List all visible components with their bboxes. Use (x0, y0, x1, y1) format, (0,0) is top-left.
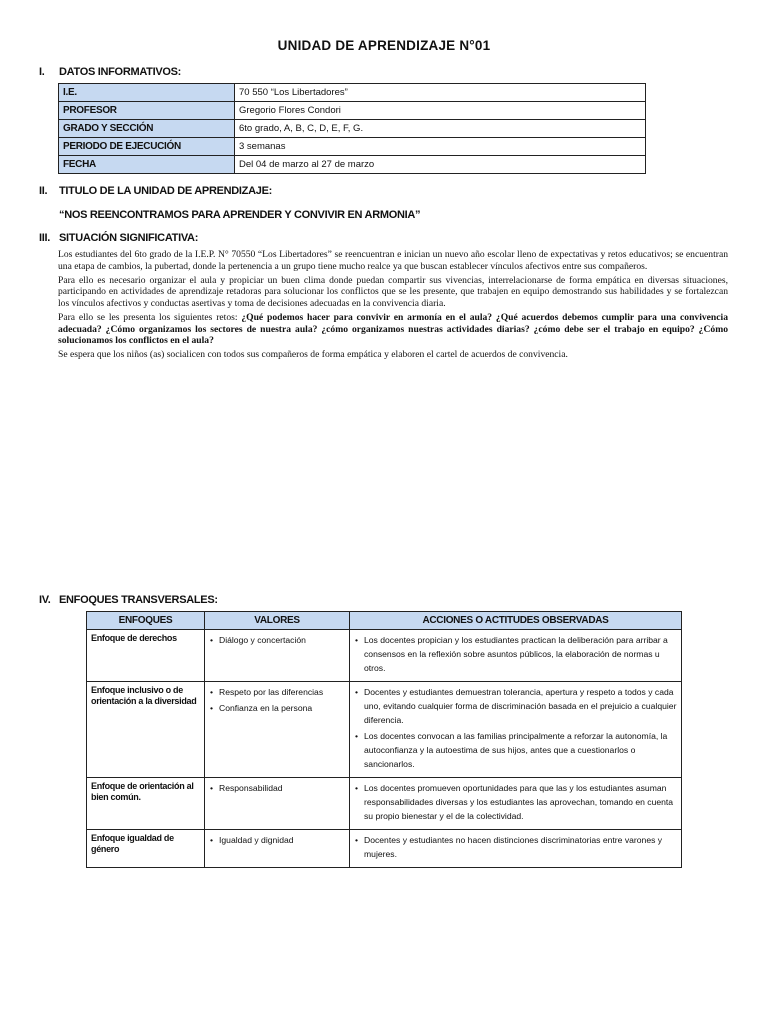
acciones-cell (350, 682, 682, 778)
retos-questions: ¿Qué podemos hacer para convivir en armonía en el aula? ¿Qué acuerdos debemos cumplir para una convivencia adecuada? ¿Cómo organizamos los sectores de nuestra aula? ¿cómo organizamos nuestras actividades diarias? ¿cómo debe ser el trabajo en equipo? ¿Cómo solucionamos los conflictos en el aula? (58, 311, 728, 347)
valores-cell (205, 830, 350, 868)
column-header: ENFOQUES (87, 612, 205, 630)
acciones-cell (350, 778, 682, 830)
enfoque-name: Enfoque de derechos (87, 630, 205, 682)
info-value: 6to grado, A, B, C, D, E, F, G. (235, 120, 646, 138)
table-row (59, 156, 646, 174)
section-number: II. (39, 185, 48, 197)
table-row (59, 102, 646, 120)
info-value: 3 semanas (235, 138, 646, 156)
list-item: • Los docentes promueven oportunidades para que las y los estudiantes asuman responsabilidades diversas y los estudiantes las aprovechan, tomando en cuenta su propio bienestar y el de la colectividad. (354, 781, 677, 823)
info-value: 70 550 “Los Libertadores” (235, 84, 646, 102)
enfoque-name: Enfoque inclusivo o de orientación a la diversidad (87, 682, 205, 778)
table-row (87, 830, 682, 868)
section-number: I. (39, 66, 45, 78)
valores-cell (205, 778, 350, 830)
retos-intro: Para ello se les presenta los siguientes retos: (58, 311, 242, 323)
section-heading-enfoques (39, 594, 218, 606)
enfoques-table (86, 611, 682, 868)
column-header: ACCIONES O ACTITUDES OBSERVADAS (350, 612, 682, 630)
situacion-text (58, 249, 728, 363)
valores-cell (205, 630, 350, 682)
section-label: SITUACIÓN SIGNIFICATIVA: (59, 232, 199, 244)
info-key: FECHA (59, 156, 235, 174)
list-item: • Docentes y estudiantes no hacen distinciones discriminatorias entre varones y mujeres. (354, 833, 677, 861)
list-item: • Respeto por las diferencias (209, 685, 345, 699)
section-heading-situacion (39, 232, 198, 244)
paragraph-retos (58, 312, 728, 347)
datos-informativos-table (58, 83, 646, 174)
list-item: • Igualdad y dignidad (209, 833, 345, 847)
info-key: PROFESOR (59, 102, 235, 120)
enfoque-name: Enfoque de orientación al bien común. (87, 778, 205, 830)
info-key: PERIODO DE EJECUCIÓN (59, 138, 235, 156)
unit-title: “NOS REENCONTRAMOS PARA APRENDER Y CONVIVIR EN ARMONIA” (59, 209, 421, 221)
table-row (59, 84, 646, 102)
info-value: Gregorio Flores Condori (235, 102, 646, 120)
section-heading-datos (39, 66, 181, 78)
valores-cell (205, 682, 350, 778)
enfoque-name: Enfoque igualdad de género (87, 830, 205, 868)
section-label: ENFOQUES TRANSVERSALES: (59, 594, 218, 606)
page-title: UNIDAD DE APRENDIZAJE N°01 (277, 38, 491, 53)
section-number: IV. (39, 594, 51, 606)
acciones-cell (350, 830, 682, 868)
table-row (87, 778, 682, 830)
list-item: • Confianza en la persona (209, 701, 345, 715)
list-item: • Docentes y estudiantes demuestran tolerancia, apertura y respeto a todos y cada uno, evitando cualquier forma de discriminación basada en el prejuicio a cualquier diferencia. (354, 685, 677, 727)
info-value: Del 04 de marzo al 27 de marzo (235, 156, 646, 174)
list-item: • Los docentes propician y los estudiantes practican la deliberación para arribar a consensos en la reflexión sobre asuntos públicos, la elaboración de normas u otros. (354, 633, 677, 675)
acciones-cell (350, 630, 682, 682)
table-header-row (87, 612, 682, 630)
table-row (59, 138, 646, 156)
list-item: • Diálogo y concertación (209, 633, 345, 647)
section-heading-titulo (39, 185, 272, 197)
column-header: VALORES (205, 612, 350, 630)
paragraph: Para ello es necesario organizar el aula y propiciar un buen clima donde puedan compartir sus vivencias, interrelacionarse de forma empática en diversas situaciones, participando en actividades de aprendizaje retadoras para solucionar los conflictos que se les presente, que trabajen en equipo demostrando sus habilidades y se fortalezcan los vínculos afectivos y conductas asertivas y toma de decisiones adecuadas en la convivencia diaria. (58, 274, 728, 309)
section-number: III. (39, 232, 51, 244)
section-label: TITULO DE LA UNIDAD DE APRENDIZAJE: (59, 185, 272, 197)
table-row (59, 120, 646, 138)
paragraph: Se espera que los niños (as) socialicen con todos sus compañeros de forma empática y elaboren el cartel de acuerdos de convivencia. (58, 349, 568, 361)
info-key: I.E. (59, 84, 235, 102)
table-row (87, 630, 682, 682)
info-key: GRADO Y SECCIÓN (59, 120, 235, 138)
table-row (87, 682, 682, 778)
list-item: • Los docentes convocan a las familias principalmente a reforzar la autonomía, la autoconfianza y la autoestima de sus hijos, antes que a cuestionarlos o sancionarlos. (354, 729, 677, 771)
list-item: • Responsabilidad (209, 781, 345, 795)
paragraph: Los estudiantes del 6to grado de la I.E.P. N° 70550 “Los Libertadores” se reencuentran e inician un nuevo año escolar lleno de expectativas y retos educativos; se encuentran una etapa de cambios, la pubertad, donde la pertenencia a un grupo tiene mucho realce ya que buscan establecer vínculos afectivos entre sus compañeros. (58, 249, 728, 272)
section-label: DATOS INFORMATIVOS: (59, 66, 182, 78)
